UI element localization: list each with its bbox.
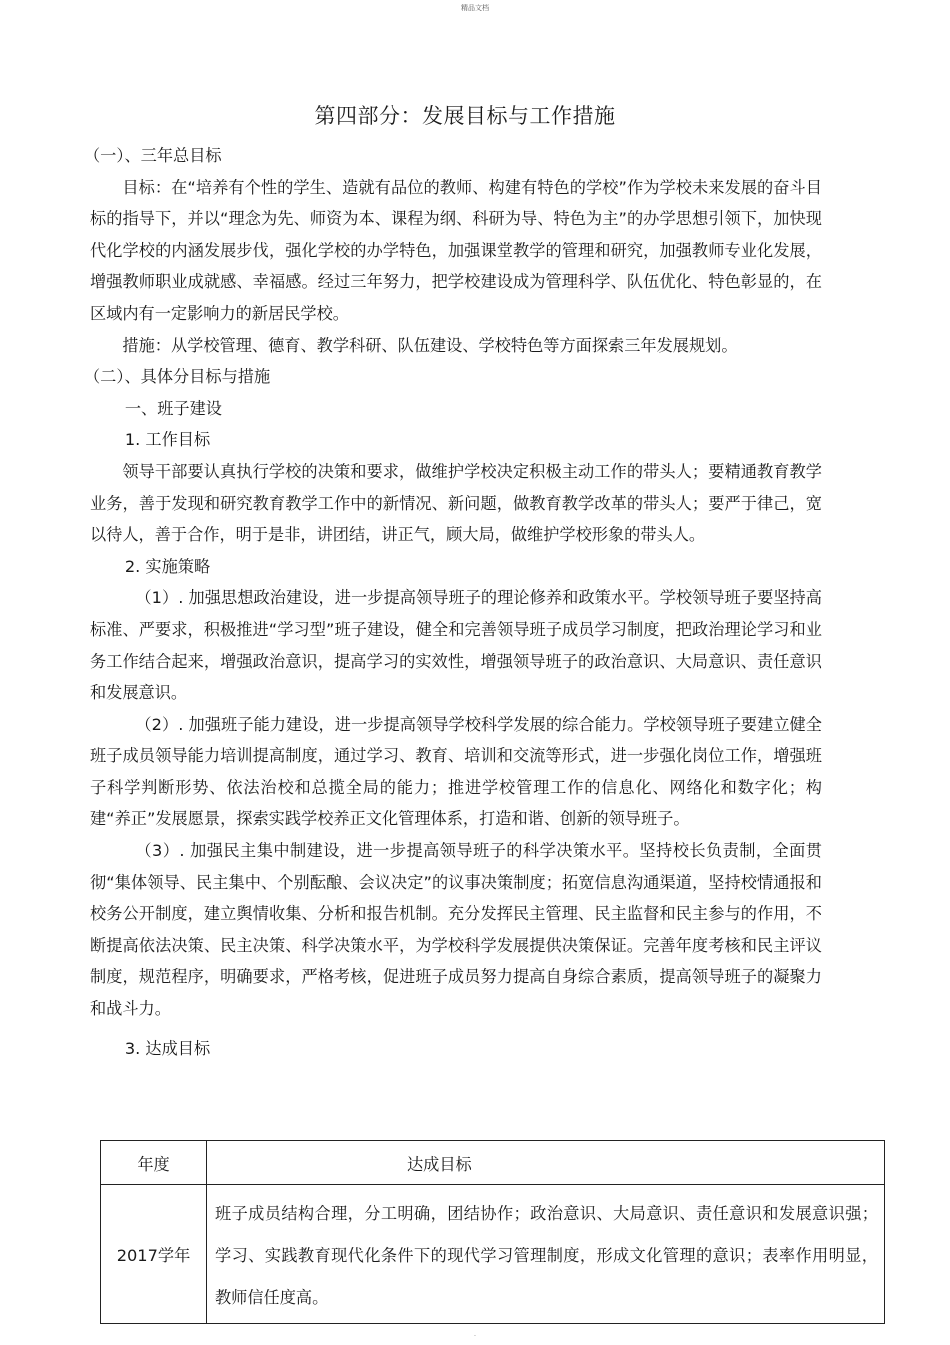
strategy-item-3: （3）. 加强民主集中制建设，进一步提高领导班子的科学决策水平。坚持校长负责制，全面贯彻“集体领导、民主集中、个别酝酿、会议决定”的议事决策制度；拓宽信息沟通渠道，坚持校情通报和校务公开制度，建立舆情收集、分析和报告机制。充分发挥民主管理、民主监督和民主参与的作用，不断提高依法决策、民主决策、科学决策水平，为学校科学发展提供决策保证。完善年度考核和民主评议制度，规范程序，明确要求，严格考核，促进班子成员努力提高自身综合素质，提高领导班子的凝聚力和战斗力。	[90, 841, 822, 1019]
heading-work-goal: 1. 工作目标	[124, 430, 211, 450]
section-heading-overall-goal: （一）、三年总目标	[84, 146, 222, 165]
table-header-year: 年度	[101, 1141, 207, 1185]
table-header-goal: 达成目标	[207, 1141, 885, 1185]
page-title: 第四部分：发展目标与工作措施	[314, 104, 616, 128]
heading-implementation-strategy: 2. 实施策略	[124, 556, 211, 576]
subsection-heading-leadership: 一、班子建设	[124, 398, 222, 418]
section-heading-sub-goals: （二）、具体分目标与措施	[84, 367, 271, 387]
table-header-row	[101, 1141, 885, 1185]
work-goal-paragraph: 领导干部要认真执行学校的决策和要求，做维护学校决定积极主动工作的带头人；要精通教育教学业务，善于发现和研究教育教学工作中的新情况、新问题，做教育教学改革的带头人；要严于律己，宽以待人，善于合作，明于是非，讲团结，讲正气，顾大局，做维护学校形象的带头人。	[90, 461, 822, 545]
page-footer-mark: .	[473, 1330, 477, 1338]
strategy-item-2: （2）. 加强班子能力建设，进一步提高领导学校科学发展的综合能力。学校领导班子要建立健全班子成员领导能力培训提高制度，通过学习、教育、培训和交流等形式，进一步强化岗位工作，增强班子科学判断形势、依法治校和总揽全局的能力；推进学校管理工作的信息化、网络化和数字化；构建“养正”发展愿景，探索实践学校养正文化管理体系，打造和谐、创新的领导班子。	[90, 714, 822, 829]
page-header-mark: 精品文档	[461, 4, 489, 12]
overall-goal-paragraph: 目标：在“培养有个性的学生、造就有品位的教师、构建有特色的学校”作为学校未来发展的奋斗目标的指导下，并以“理念为先、师资为本、课程为纲、科研为导、特色为主”的办学思想引领下，加快现代化学校的内涵发展步伐，强化学校的办学特色，加强课堂教学的管理和研究，加强教师专业化发展，增强教师职业成就感、幸福感。经过三年努力，把学校建设成为管理科学、队伍优化、特色彰显的，在区域内有一定影响力的新居民学校。	[90, 177, 822, 323]
document-body	[84, 140, 822, 1064]
achievement-table	[100, 1140, 885, 1324]
table-row	[101, 1185, 885, 1324]
overall-measure-paragraph: 措施：从学校管理、德育、教学科研、队伍建设、学校特色等方面探索三年发展规划。	[122, 335, 738, 355]
table-cell-goal: 班子成员结构合理，分工明确，团结协作；政治意识、大局意识、责任意识和发展意识强；学习、实践教育现代化条件下的现代学习管理制度，形成文化管理的意识；表率作用明显，教师信任度高。	[207, 1185, 885, 1324]
strategy-item-1: （1）. 加强思想政治建设，进一步提高领导班子的理论修养和政策水平。学校领导班子要坚持高标准、严要求，积极推进“学习型”班子建设，健全和完善领导班子成员学习制度，把政治理论学习和业务工作结合起来，增强政治意识，提高学习的实效性，增强领导班子的政治意识、大局意识、责任意识和发展意识。	[90, 588, 822, 703]
heading-achievement-goal: 3. 达成目标	[124, 1038, 211, 1058]
table-cell-year: 2017学年	[101, 1185, 207, 1324]
